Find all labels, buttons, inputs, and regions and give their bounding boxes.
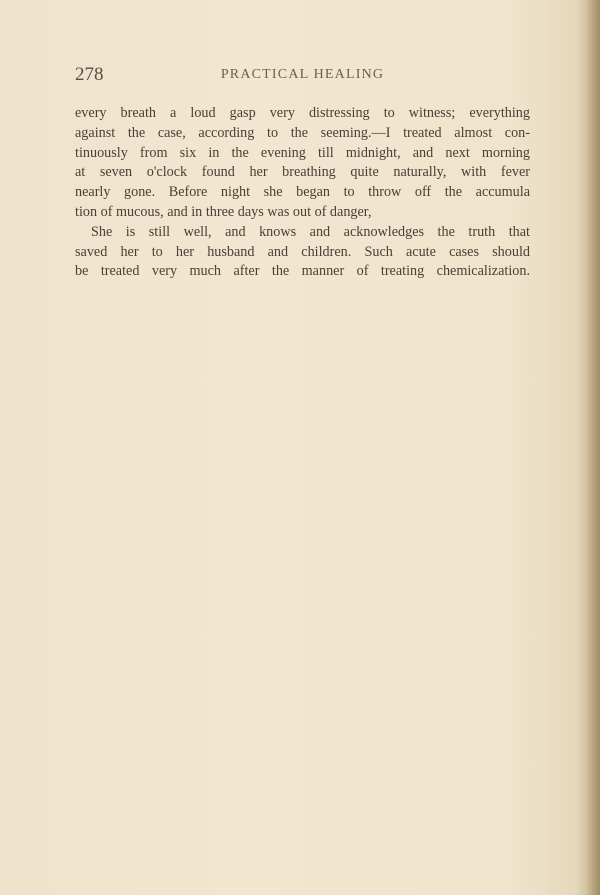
text-line: every breath a loud gasp very distressing to witness; everything xyxy=(75,105,530,121)
text-line: She is still well, and knows and acknowledges the truth that xyxy=(91,223,530,240)
page-header xyxy=(75,64,530,86)
text-line: tion of mucous, and in three days was out of danger, xyxy=(75,203,372,220)
body-text xyxy=(75,104,530,282)
page-number: 278 xyxy=(75,64,104,85)
text-line: saved her to her husband and children. Such acute cases should xyxy=(75,243,530,260)
text-line: at seven o'clock found her breathing quite naturally, with fever xyxy=(75,164,530,181)
text-line: nearly gone. Before night she began to throw off the accumula xyxy=(75,184,530,201)
text-line: tinuously from six in the evening till midnight, and next morning xyxy=(75,144,530,161)
text-line: against the case, according to the seeming.—I treated almost con- xyxy=(75,124,530,141)
running-title: PRACTICAL HEALING xyxy=(220,67,385,82)
page-edge-shadow xyxy=(586,0,600,895)
text-line: be treated very much after the manner of treating chemicalization. xyxy=(75,263,530,280)
